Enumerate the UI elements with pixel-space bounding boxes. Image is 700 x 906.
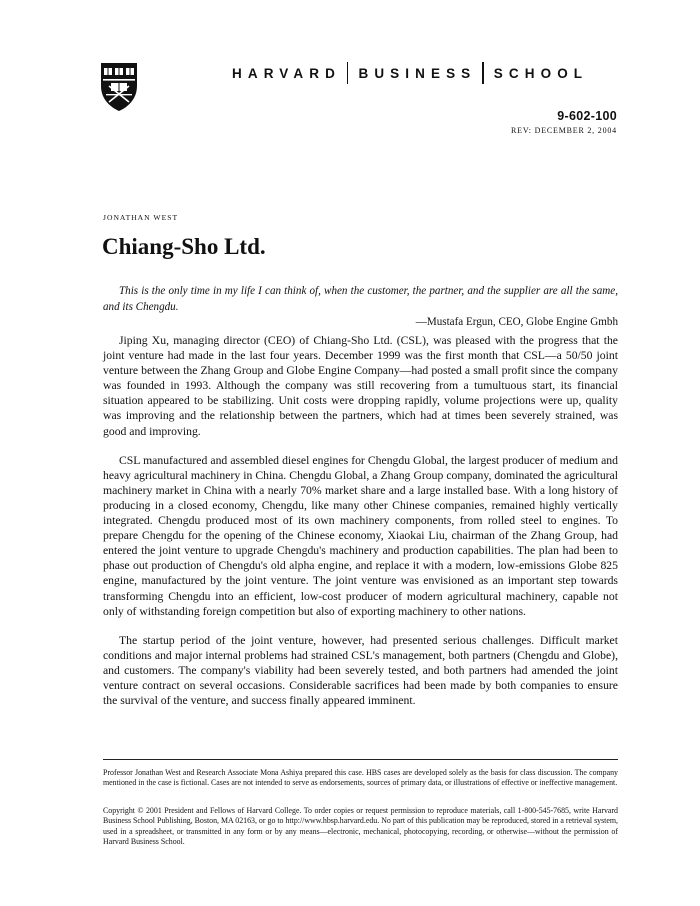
masthead-divider	[347, 62, 349, 84]
school-masthead	[232, 62, 618, 84]
body-paragraph: Jiping Xu, managing director (CEO) of Chiang-Sho Ltd. (CSL), was pleased with the progress that the joint venture had made in the last four years. December 1999 was the first month that CSL—a 50/50 joint venture between the Zhang Group and Globe Engine Company—had posted a small profit since the company was founded in 1993. Although the company was still recovering from a tumultuous start, its financial situation appeared to be stabilizing. Unit costs were dropping rapidly, volume projections were up, quality was improving and the relationship between the partners, which had at times been severely strained, was good and improving.	[103, 334, 618, 438]
body-text	[103, 333, 618, 722]
masthead-word-school: SCHOOL	[493, 65, 589, 81]
author-name: JONATHAN WEST	[103, 213, 179, 222]
case-number: 9-602-100	[557, 109, 617, 123]
copyright-notice: Copyright © 2001 President and Fellows of Harvard College. To order copies or request permission to reproduce materials, call 1-800-545-7685, write Harvard Business School Publishing, Boston, MA 02163, or go to http://www.hbsp.harvard.edu. No part of this publication may be reproduced, stored in a retrieval system, used in a spreadsheet, or transmitted in any form or by any means—electronic, mechanical, photocopying, recording, or otherwise—without the permission of Harvard Business School.	[103, 806, 618, 846]
epigraph	[103, 284, 618, 331]
masthead-divider	[482, 62, 484, 84]
body-paragraph: The startup period of the joint venture, however, had presented serious challenges. Difficult market conditions and major internal problems had strained CSL's management, both partners (Chengdu and Globe), and customers. The company's viability had been severely tested, and both partners had amended the joint venture contract on several occasions. Considerable sacrifices had been made by both companies to ensure the survival of the venture, and success finally appeared imminent.	[103, 633, 618, 708]
masthead-word-harvard: HARVARD	[232, 65, 341, 81]
epigraph-quote: This is the only time in my life I can think of, when the customer, the partner, and the supplier are all the same, and its Chengdu.	[103, 285, 618, 313]
revision-date: REV: DECEMBER 2, 2004	[511, 126, 617, 135]
epigraph-attribution: —Mustafa Ergun, CEO, Globe Engine Gmbh	[415, 316, 618, 328]
case-title: Chiang-Sho Ltd.	[102, 234, 266, 259]
footnote-divider	[103, 759, 618, 760]
body-paragraph: CSL manufactured and assembled diesel engines for Chengdu Global, the largest producer of medium and heavy agricultural machinery in China. Chengdu Global, a Zhang Group company, dominated the agricultural machinery market in China with a nearly 70% market share and a large installed base. With a long history of producing in a closed economy, Chengdu, like many other Chinese companies, remained highly vertically integrated. Chengdu produced most of its own machinery components, from rolled steel to engines. To prepare Chengdu for the opening of the Chinese economy, Xiaokai Liu, chairman of the Zhang Group, had entered the joint venture to upgrade Chengdu's machinery and production capabilities. The plan had been to phase out production of Chengdu's old alpha engine, and replace it with a modern, low-emissions Globe 825 engine, manufactured by the joint venture. The joint venture was envisioned as an important step towards transforming Chengdu into an efficient, low-cost producer of modern agricultural machinery, capable not only of withstanding foreign competition but also of exporting machinery to other nations.	[103, 453, 618, 618]
preparation-note: Professor Jonathan West and Research Associate Mona Ashiya prepared this case. HBS cases are developed solely as the basis for class discussion. The company mentioned in the case is fictional. Cases are not intended to serve as endorsements, sources of primary data, or illustrations of effective or ineffective management.	[103, 768, 618, 788]
masthead-word-business: BUSINESS	[358, 65, 477, 81]
hbs-veritas-shield-icon	[100, 62, 138, 112]
